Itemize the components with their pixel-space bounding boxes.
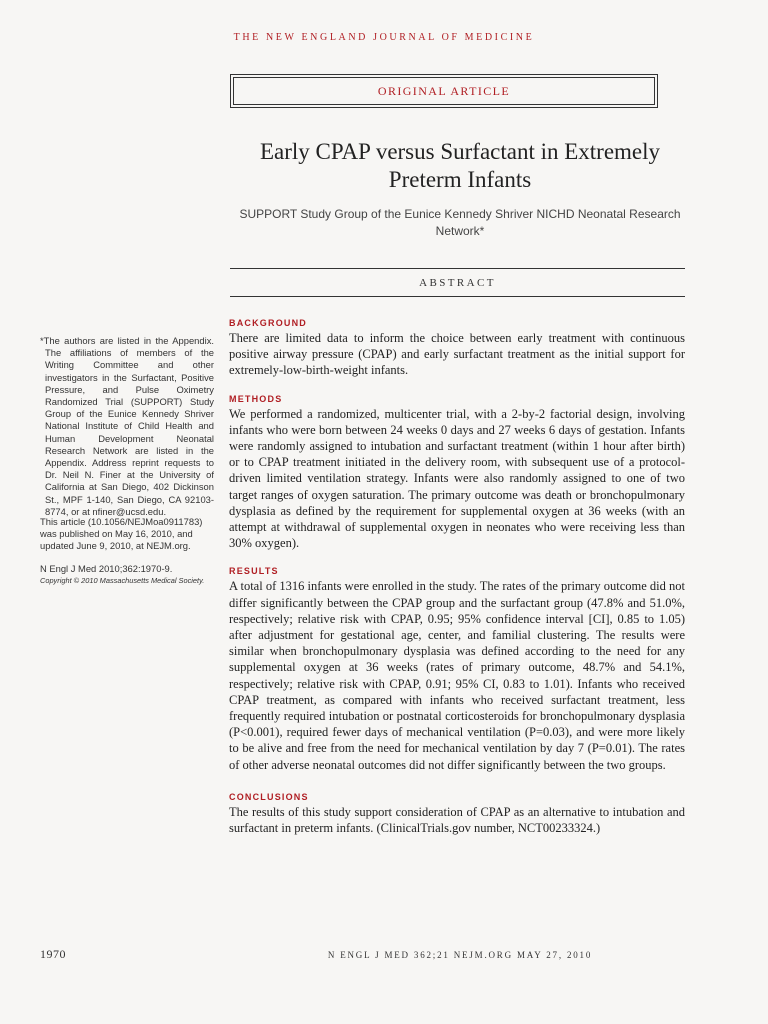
conclusions-heading: CONCLUSIONS (229, 791, 309, 802)
results-text: A total of 1316 infants were enrolled in the study. The rates of the primary outcome did not differ significantly between the CPAP group and the surfactant group (47.8% and 51.0%, respectively; relative risk with CPAP, 0.95; 95% confidence interval [CI], 0.85 to 1.05) after adjustment for gestational age, center, and familial clustering. The results were similar when bronchopulmonary dysplasia was defined according to the need for any supplemental oxygen at 36 weeks (rates of primary outcome, 48.7% and 54.1%, respectively; relative risk with CPAP, 0.91; 95% CI, 0.83 to 1.01). Infants who received CPAP treatment, as compared with infants who received surfactant treatment, less frequently required intubation or postnatal corticosteroids for bronchopulmonary dysplasia (P<0.001), required fewer days of mechanical ventilation (P=0.03), and were more likely to be alive and free from the need for mechanical ventilation by day 7 (P=0.01). The rates of other adverse neonatal outcomes did not differ significantly between the two groups. (229, 579, 685, 772)
conclusions-section (229, 791, 685, 836)
background-heading: BACKGROUND (229, 318, 307, 328)
section-label: ORIGINAL ARTICLE (233, 77, 655, 105)
journal-header: THE NEW ENGLAND JOURNAL OF MEDICINE (233, 32, 535, 43)
citation-block (40, 563, 214, 586)
publication-note: This article (10.1056/NEJMoa0911783) was published on May 16, 2010, and updated June 9, 2010, at NEJM.org. (40, 516, 203, 552)
article-title: Early CPAP versus Surfactant in Extremely Preterm Infants (259, 139, 661, 192)
abstract-body (229, 317, 685, 850)
methods-section (229, 393, 685, 552)
methods-heading: METHODS (229, 393, 283, 404)
copyright-text: Copyright © 2010 Massachusetts Medical Society. (40, 576, 205, 586)
author-affiliation-note (40, 335, 214, 518)
citation-text: N Engl J Med 2010;362:1970-9. (40, 563, 173, 574)
page-number: 1970 (40, 947, 66, 961)
author-line: SUPPORT Study Group of the Eunice Kennedy Shriver NICHD Neonatal Research Network* (239, 207, 681, 238)
running-footer: N ENGL J MED 362;21 NEJM.ORG MAY 27, 2010 (327, 950, 593, 960)
abstract-label: ABSTRACT (230, 268, 685, 297)
methods-text: We performed a randomized, multicenter trial, with a 2-by-2 factorial design, involving infants who were born between 24 weeks 0 days and 27 weeks 6 days of gestation. Infants were randomly assigned to intubation and surfactant treatment (within 1 hour after birth) or to CPAP treatment initiated in the delivery room, with subsequent use of a protocol-driven limited ventilation strategy. Infants were also randomly assigned to one of two target ranges of oxygen saturation. The primary outcome was death or bronchopulmonary dysplasia as defined by the requirement for supplemental oxygen at 36 weeks (with an attempt at withdrawal of supplemental oxygen in neonates who were receiving less than 30% oxygen). (229, 406, 685, 551)
background-section (229, 317, 685, 379)
background-text: There are limited data to inform the choice between early treatment with continuous positive airway pressure (CPAP) and early surfactant treatment as the initial support for extremely-low-birth-weight infants. (229, 331, 685, 378)
section-label-box (230, 74, 658, 108)
author-note-text: *The authors are listed in the Appendix. The affiliations of members of the Writing Committee and other investigators in the Surfactant, Positive Pressure, and Pulse Oximetry Randomized Trial (SUPPORT) Study Group of the Eunice Kennedy Shriver National Institute of Child Health and Human Development Neonatal Research Network are listed in the Appendix. Address reprint requests to Dr. Neil N. Finer at the University of California at San Diego, 402 Dickinson St., MPF 1-140, San Diego, CA 92103-8774, or at nfiner@ucsd.edu. (40, 335, 214, 517)
results-heading: RESULTS (229, 566, 279, 577)
conclusions-text: The results of this study support consideration of CPAP as an alternative to intubation and surfactant in preterm infants. (ClinicalTrials.gov number, NCT00233324.) (229, 804, 685, 836)
results-section (229, 565, 685, 772)
